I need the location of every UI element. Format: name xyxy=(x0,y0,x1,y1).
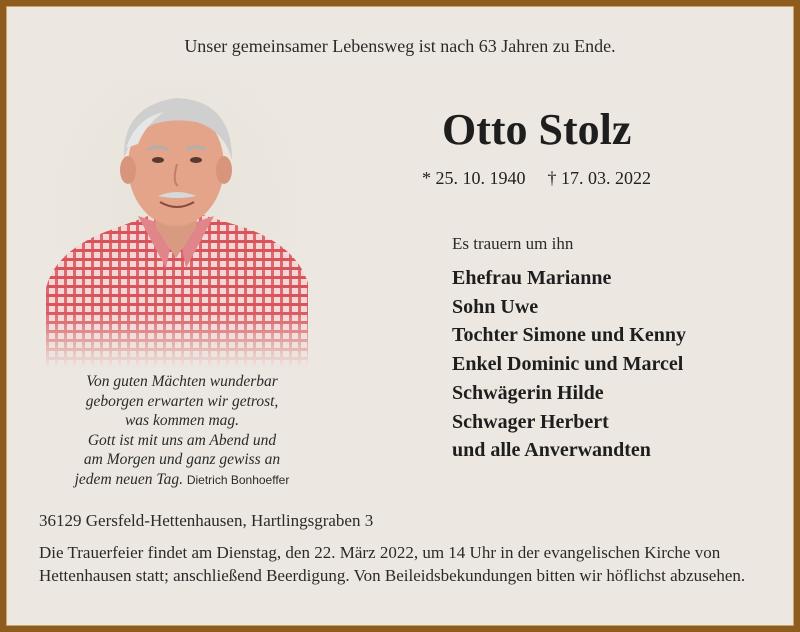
mourner-item: Enkel Dominic und Marcel xyxy=(452,353,684,376)
life-dates xyxy=(422,168,651,189)
poem-quote xyxy=(46,372,318,490)
mourner-item: Schwägerin Hilde xyxy=(452,381,604,404)
headline: Unser gemeinsamer Lebensweg ist nach 63 Jahren zu Ende. xyxy=(184,36,616,56)
deceased-name: Otto Stolz xyxy=(442,105,632,154)
mourners-list xyxy=(452,264,686,465)
poem-line: was kommen mag. xyxy=(124,412,240,429)
death-date: † 17. 03. 2022 xyxy=(547,168,651,188)
mourner-item: Ehefrau Marianne xyxy=(452,267,612,289)
poem-line: am Morgen und ganz gewiss an xyxy=(83,451,281,468)
mourner-item: und alle Anverwandten xyxy=(452,439,651,462)
ceremony-notice: Die Trauerfeier findet am Dienstag, den 22. März 2022, um 14 Uhr in der evangelischen Kirche von Hettenhausen statt; anschließend Beerdigung. Von Beileidsbekundungen bitten wir höflichst abzusehen. xyxy=(39,543,746,585)
portrait-photo xyxy=(46,78,308,368)
poem-author: Dietrich Bonhoeffer xyxy=(186,472,290,487)
poem-line: Von guten Mächten wunderbar xyxy=(86,373,278,390)
poem-line: Gott ist mit uns am Abend und xyxy=(87,431,277,449)
mourning-intro: Es trauern um ihn xyxy=(452,234,574,253)
poem-line: jedem neuen Tag. xyxy=(74,470,183,488)
poem-last-line xyxy=(46,470,318,491)
birth-date: * 25. 10. 1940 xyxy=(422,168,526,188)
mourner-item: Sohn Uwe xyxy=(452,295,539,318)
mourner-item: Schwager Herbert xyxy=(452,410,609,433)
poem-line: geborgen erwarten wir getrost, xyxy=(85,392,279,410)
portrait-illustration xyxy=(46,78,308,368)
mourner-item: Tochter Simone und Kenny xyxy=(452,324,686,347)
address: 36129 Gersfeld-Hettenhausen, Hartlingsgraben 3 xyxy=(39,511,374,530)
